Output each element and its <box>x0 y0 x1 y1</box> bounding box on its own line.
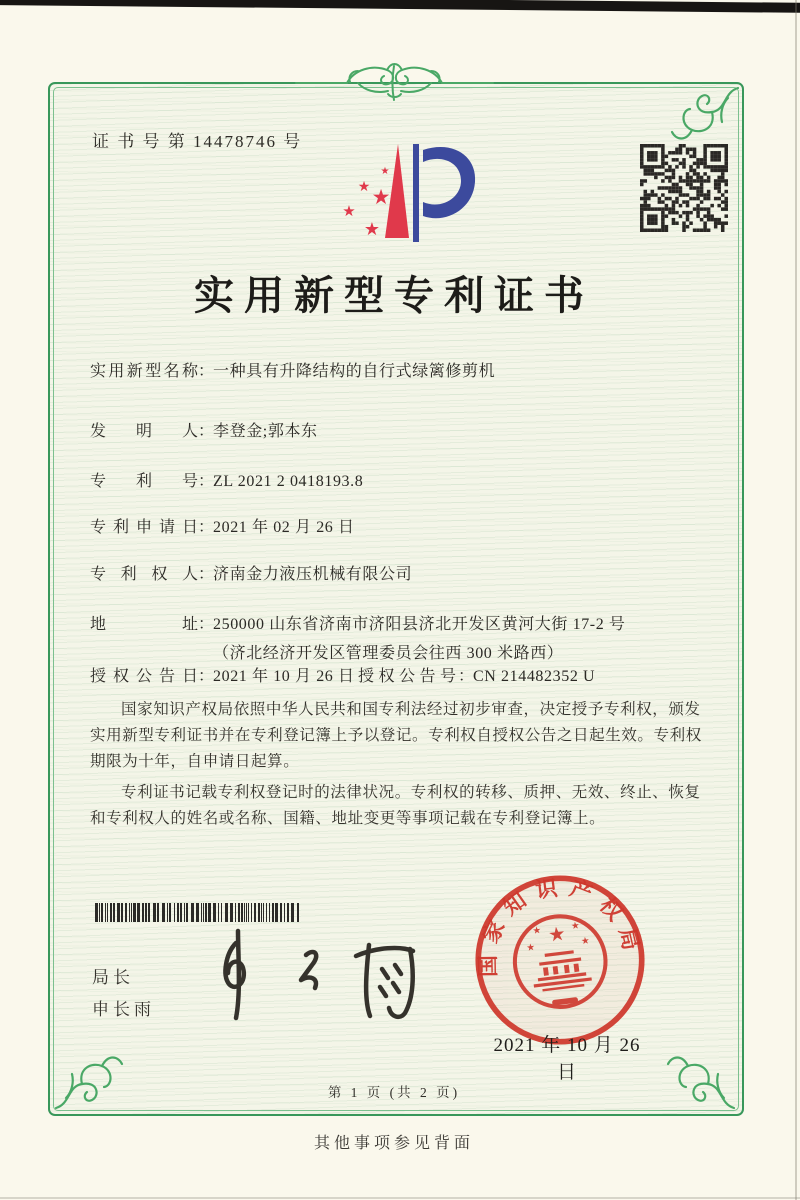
page-number: 第 1 页 (共 2 页) <box>327 1085 461 1100</box>
field-row-patent-number <box>90 468 705 491</box>
field-label: 地址 <box>90 616 198 633</box>
field-label: 专利权人 <box>90 566 198 583</box>
seal-text: 国家知识产权局 <box>476 875 646 978</box>
field-value: 2021 年 10 月 26 日 <box>213 668 355 685</box>
qr-code-icon <box>640 144 728 232</box>
field-colon: ： <box>458 668 475 685</box>
field-label: 授权公告日 <box>90 668 198 685</box>
field-row-grant <box>90 663 705 686</box>
svg-text:★: ★ <box>547 923 567 947</box>
legal-text-block <box>90 697 704 837</box>
field-colon: ： <box>198 473 215 490</box>
back-side-note: 其他事项参见背面 <box>313 1135 474 1152</box>
field-row-filing-date <box>90 514 705 537</box>
field-colon: ： <box>198 519 215 536</box>
field-colon: ： <box>198 423 215 440</box>
field-value: CN 214482352 U <box>473 668 596 685</box>
field-label: 专利号 <box>90 473 198 490</box>
scan-edge-right <box>795 0 797 1200</box>
scan-edge-top <box>0 0 800 13</box>
director-name: 申长雨 <box>92 1000 155 1019</box>
field-row-utility-model-name <box>90 358 705 381</box>
svg-text:★: ★ <box>380 166 390 177</box>
legal-paragraph-1: 国家知识产权局依照中华人民共和国专利法经过初步审查，决定授予专利权，颁发实用新型专利证书并在专利登记簿上予以登记。专利权自授权公告之日起生效。专利权期限为十年，自申请日起算。 <box>90 701 702 770</box>
field-row-patentee <box>90 561 705 584</box>
svg-text:★: ★ <box>525 942 536 955</box>
field-value: 2021 年 02 月 26 日 <box>213 519 355 536</box>
field-row-inventors <box>90 418 705 441</box>
director-signature-icon <box>198 925 438 1025</box>
svg-text:★: ★ <box>531 924 542 937</box>
field-colon: ： <box>198 566 215 583</box>
seal-date: 2021 年 10 月 26 日 <box>493 1035 641 1083</box>
certificate-title: 实用新型专利证书 <box>194 273 594 318</box>
field-colon: ： <box>198 616 215 633</box>
field-label: 授权公告号 <box>358 668 458 685</box>
svg-text:★: ★ <box>371 185 391 209</box>
director-title: 局长 <box>92 968 134 987</box>
field-value: 济南金力液压机械有限公司 <box>213 566 413 583</box>
svg-text:★: ★ <box>342 204 356 220</box>
field-colon: ： <box>198 363 215 380</box>
field-colon: ： <box>198 668 215 685</box>
field-value: 250000 山东省济南市济阳县济北开发区黄河大街 17-2 号 <box>213 616 626 633</box>
certificate-number: 证 书 号 第 14478746 号 <box>92 132 303 151</box>
barcode-icon <box>95 903 305 922</box>
field-label: 实用新型名称 <box>90 363 198 380</box>
svg-text:★: ★ <box>570 920 581 933</box>
field-label: 专利申请日 <box>90 519 198 536</box>
svg-text:★: ★ <box>363 219 381 239</box>
field-row-address <box>90 611 705 663</box>
field-pair-grant-number <box>358 663 595 686</box>
address-line-2: （济北经济开发区管理委员会往西 300 米路西） <box>213 645 564 662</box>
field-value: 一种具有升降结构的自行式绿篱修剪机 <box>213 363 496 380</box>
svg-text:★: ★ <box>357 180 371 195</box>
svg-text:★: ★ <box>580 935 591 948</box>
legal-paragraph-2: 专利证书记载专利权登记时的法律状况。专利权的转移、质押、无效、终止、恢复和专利权人的姓名或名称、国籍、地址变更等事项记载在专利登记簿上。 <box>90 784 701 827</box>
field-label: 发明人 <box>90 423 198 440</box>
field-value: 李登金;郭本东 <box>213 423 318 440</box>
cnipa-patent-logo-icon <box>325 136 485 254</box>
field-value: ZL 2021 2 0418193.8 <box>213 473 364 490</box>
scan-edge-bottom <box>0 1197 800 1199</box>
